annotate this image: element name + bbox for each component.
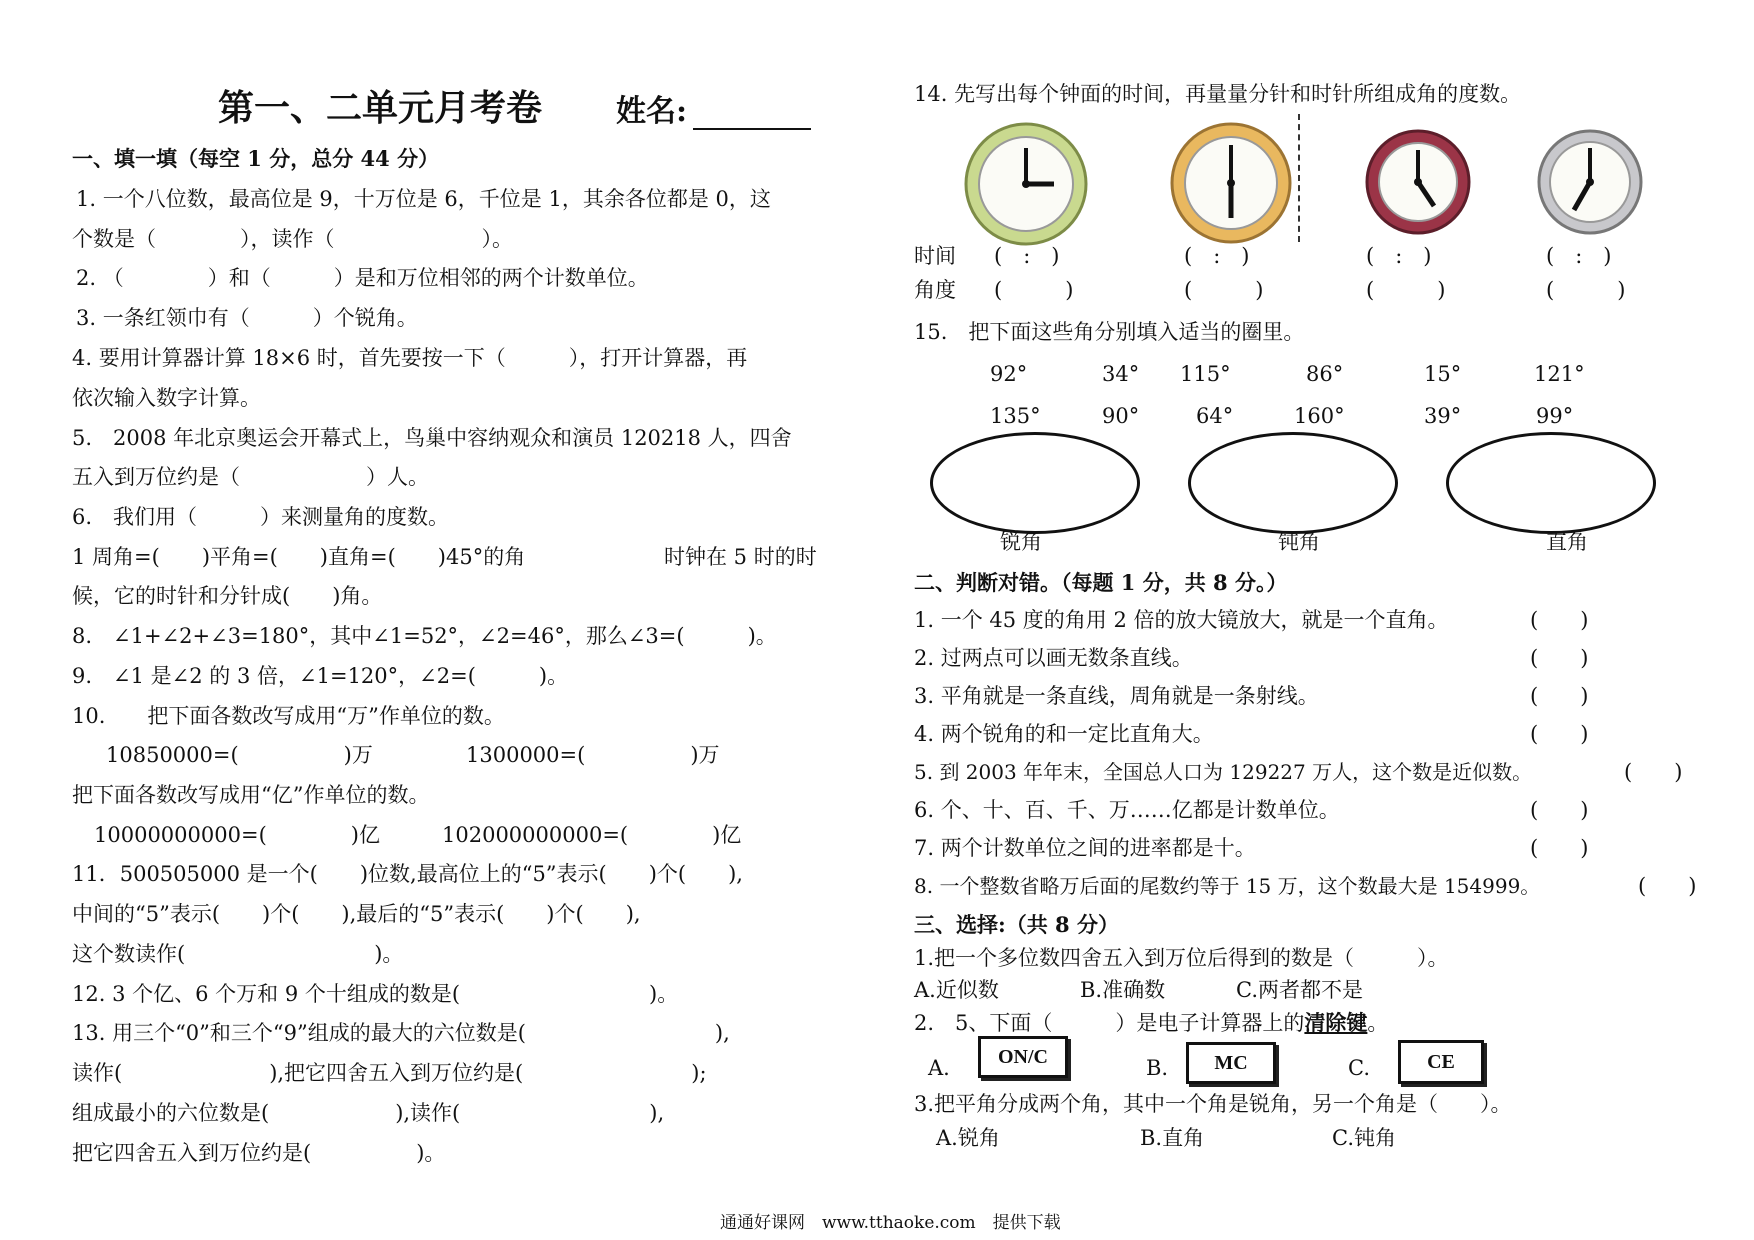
- question-7-line2: 候，它的时针和分针成( )角。: [72, 584, 383, 608]
- choice-2-option-a: A.: [928, 1056, 950, 1080]
- judge-blank: ( ): [1530, 722, 1589, 746]
- choice-2-end: 。: [1367, 1011, 1389, 1035]
- question-7-line1b: 时钟在 5 时的时: [664, 545, 817, 569]
- clock-1-angle-blank: ( ): [994, 278, 1074, 302]
- question-2: 2. （ ）和（ ）是和万位相邻的两个计数单位。: [76, 266, 649, 290]
- clock-4-time-blank: ( : ): [1546, 244, 1612, 268]
- question-6: 6. 我们用（ ）来测量角的度数。: [72, 505, 450, 529]
- angle-value: 121°: [1534, 362, 1585, 386]
- question-9: 9. ∠1 是∠2 的 3 倍，∠1=120°，∠2=( )。: [72, 664, 569, 688]
- choice-3-option-a: A.锐角: [936, 1126, 1000, 1150]
- angle-value: 39°: [1424, 404, 1462, 428]
- acute-angle-label: 锐角: [1000, 530, 1042, 554]
- question-7-line1a: 1 周角=( )平角=( )直角=( )45°的角: [72, 545, 526, 569]
- question-1-line1: 1. 一个八位数，最高位是 9，十万位是 6，千位是 1，其余各位都是 0，这: [76, 187, 771, 211]
- time-label: 时间: [914, 244, 956, 268]
- judge-item: 2. 过两点可以画无数条直线。: [914, 646, 1193, 670]
- name-label: 姓名:: [616, 94, 688, 129]
- section1-title: 一、填一填（每空 1 分，总分 44 分）: [72, 146, 440, 171]
- angle-value: 99°: [1536, 404, 1574, 428]
- choice-1-option-b: B.准确数: [1080, 978, 1166, 1002]
- right-angle-label: 直角: [1546, 530, 1588, 554]
- judge-blank: ( ): [1530, 646, 1589, 670]
- question-14: 14. 先写出每个钟面的时间，再量量分针和时针所组成角的度数。: [914, 82, 1522, 106]
- name-blank-line: [693, 98, 811, 130]
- angle-value: 34°: [1102, 362, 1140, 386]
- ce-key-icon: CE: [1398, 1040, 1484, 1084]
- question-1-line2: 个数是（ ），读作（ ）。: [72, 227, 513, 251]
- angle-value: 135°: [990, 404, 1041, 428]
- question-3: 3. 一条红领巾有（ ）个锐角。: [76, 306, 418, 330]
- judge-item: 8. 一个整数省略万后面的尾数约等于 15 万，这个数最大是 154999。: [914, 874, 1541, 898]
- question-4-line2: 依次输入数字计算。: [72, 386, 261, 410]
- clock-2-angle-blank: ( ): [1184, 278, 1264, 302]
- clock-4-icon: [1536, 128, 1644, 236]
- choice-1: 1.把一个多位数四舍五入到万位后得到的数是（ ）。: [914, 946, 1449, 970]
- angle-value: 86°: [1306, 362, 1344, 386]
- choice-2-option-b: B.: [1146, 1056, 1169, 1080]
- question-11-line2: 中间的“5”表示( )个( ),最后的“5”表示( )个( ),: [72, 902, 641, 926]
- footer-text: 通通好课网 www.tthaoke.com 提供下载: [720, 1213, 1061, 1233]
- clear-key-term: 清除键: [1304, 1010, 1368, 1035]
- choice-2-text: 2. 5、下面（ ）是电子计算器上的: [914, 1011, 1305, 1035]
- choice-1-option-c: C.两者都不是: [1236, 978, 1363, 1002]
- question-8: 8. ∠1+∠2+∠3=180°，其中∠1=52°，∠2=46°，那么∠3=( )。: [72, 624, 777, 648]
- angle-value: 92°: [990, 362, 1028, 386]
- question-11-line1: 11．500505000 是一个( )位数,最高位上的“5”表示( )个( ),: [72, 862, 743, 886]
- judge-item: 5. 到 2003 年年末，全国总人口为 129227 万人，这个数是近似数。: [914, 760, 1533, 784]
- clock-1-icon: [962, 120, 1090, 248]
- question-5-line1: 5. 2008 年北京奥运会开幕式上，鸟巢中容纳观众和演员 120218 人，四舍: [72, 426, 792, 450]
- question-13-line4: 把它四舍五入到万位约是( )。: [72, 1141, 446, 1165]
- clock-1-time-blank: ( : ): [994, 244, 1060, 268]
- choice-2-option-c: C.: [1348, 1056, 1370, 1080]
- obtuse-angle-label: 钝角: [1278, 530, 1320, 554]
- choice-2: [914, 1012, 1388, 1034]
- on-c-key-icon: ON/C: [978, 1036, 1068, 1078]
- clock-3-time-blank: ( : ): [1366, 244, 1432, 268]
- question-5-line2: 五入到万位约是（ ）人。: [72, 465, 429, 489]
- judge-blank: ( ): [1530, 836, 1589, 860]
- page-title: 第一、二单元月考卷: [218, 87, 543, 129]
- section2-title: 二、判断对错。（每题 1 分，共 8 分。）: [914, 570, 1288, 595]
- choice-3: 3.把平角分成两个角，其中一个角是锐角，另一个角是（ ）。: [914, 1092, 1512, 1116]
- angle-value: 160°: [1294, 404, 1345, 428]
- angle-value: 115°: [1180, 362, 1231, 386]
- acute-angle-circle: [930, 432, 1140, 534]
- question-10-b: 1300000=( )万: [466, 743, 720, 767]
- choice-3-option-c: C.钝角: [1332, 1126, 1396, 1150]
- judge-item: 6. 个、十、百、千、万……亿都是计数单位。: [914, 798, 1340, 822]
- clock-4-angle-blank: ( ): [1546, 278, 1626, 302]
- obtuse-angle-circle: [1188, 432, 1398, 534]
- question-13-line3: 组成最小的六位数是( ),读作( ),: [72, 1101, 665, 1125]
- question-10-a: 10850000=( )万: [106, 743, 373, 767]
- clock-3-icon: [1364, 128, 1472, 236]
- question-10-c: 10000000000=( )亿: [94, 823, 380, 847]
- question-10-line1: 10. 把下面各数改写成用“万”作单位的数。: [72, 704, 505, 728]
- question-4-line1: 4. 要用计算器计算 18×6 时，首先要按一下（ ），打开计算器，再: [72, 346, 748, 370]
- choice-3-option-b: B.直角: [1140, 1126, 1205, 1150]
- judge-blank: ( ): [1530, 798, 1589, 822]
- angle-label: 角度: [914, 278, 956, 302]
- judge-blank: ( ): [1638, 874, 1697, 898]
- question-10-d: 102000000000=( )亿: [442, 823, 742, 847]
- question-15: 15. 把下面这些角分别填入适当的圈里。: [914, 320, 1305, 344]
- right-angle-circle: [1446, 432, 1656, 534]
- question-10-line3: 把下面各数改写成用“亿”作单位的数。: [72, 783, 430, 807]
- judge-item: 7. 两个计数单位之间的进率都是十。: [914, 836, 1256, 860]
- section3-title: 三、选择:（共 8 分）: [914, 912, 1119, 937]
- question-13-line1: 13. 用三个“0”和三个“9”组成的最大的六位数是( ),: [72, 1021, 730, 1045]
- judge-blank: ( ): [1530, 608, 1589, 632]
- question-13-line2: 读作( ),把它四舍五入到万位约是( );: [72, 1061, 707, 1085]
- judge-item: 1. 一个 45 度的角用 2 倍的放大镜放大，就是一个直角。: [914, 608, 1449, 632]
- clock-3-angle-blank: ( ): [1366, 278, 1446, 302]
- choice-1-option-a: A.近似数: [914, 978, 999, 1002]
- judge-blank: ( ): [1530, 684, 1589, 708]
- judge-blank: ( ): [1624, 760, 1683, 784]
- question-11-line3: 这个数读作( )。: [72, 942, 404, 966]
- clock-2-icon: [1168, 120, 1294, 246]
- mc-key-icon: MC: [1186, 1042, 1276, 1084]
- angle-value: 64°: [1196, 404, 1234, 428]
- question-12: 12. 3 个亿、6 个万和 9 个十组成的数是( )。: [72, 982, 679, 1006]
- clock-2-time-blank: ( : ): [1184, 244, 1250, 268]
- judge-item: 4. 两个锐角的和一定比直角大。: [914, 722, 1214, 746]
- dashed-divider: [1298, 114, 1300, 242]
- name-field: [616, 86, 811, 130]
- judge-item: 3. 平角就是一条直线，周角就是一条射线。: [914, 684, 1319, 708]
- angle-value: 15°: [1424, 362, 1462, 386]
- angle-value: 90°: [1102, 404, 1140, 428]
